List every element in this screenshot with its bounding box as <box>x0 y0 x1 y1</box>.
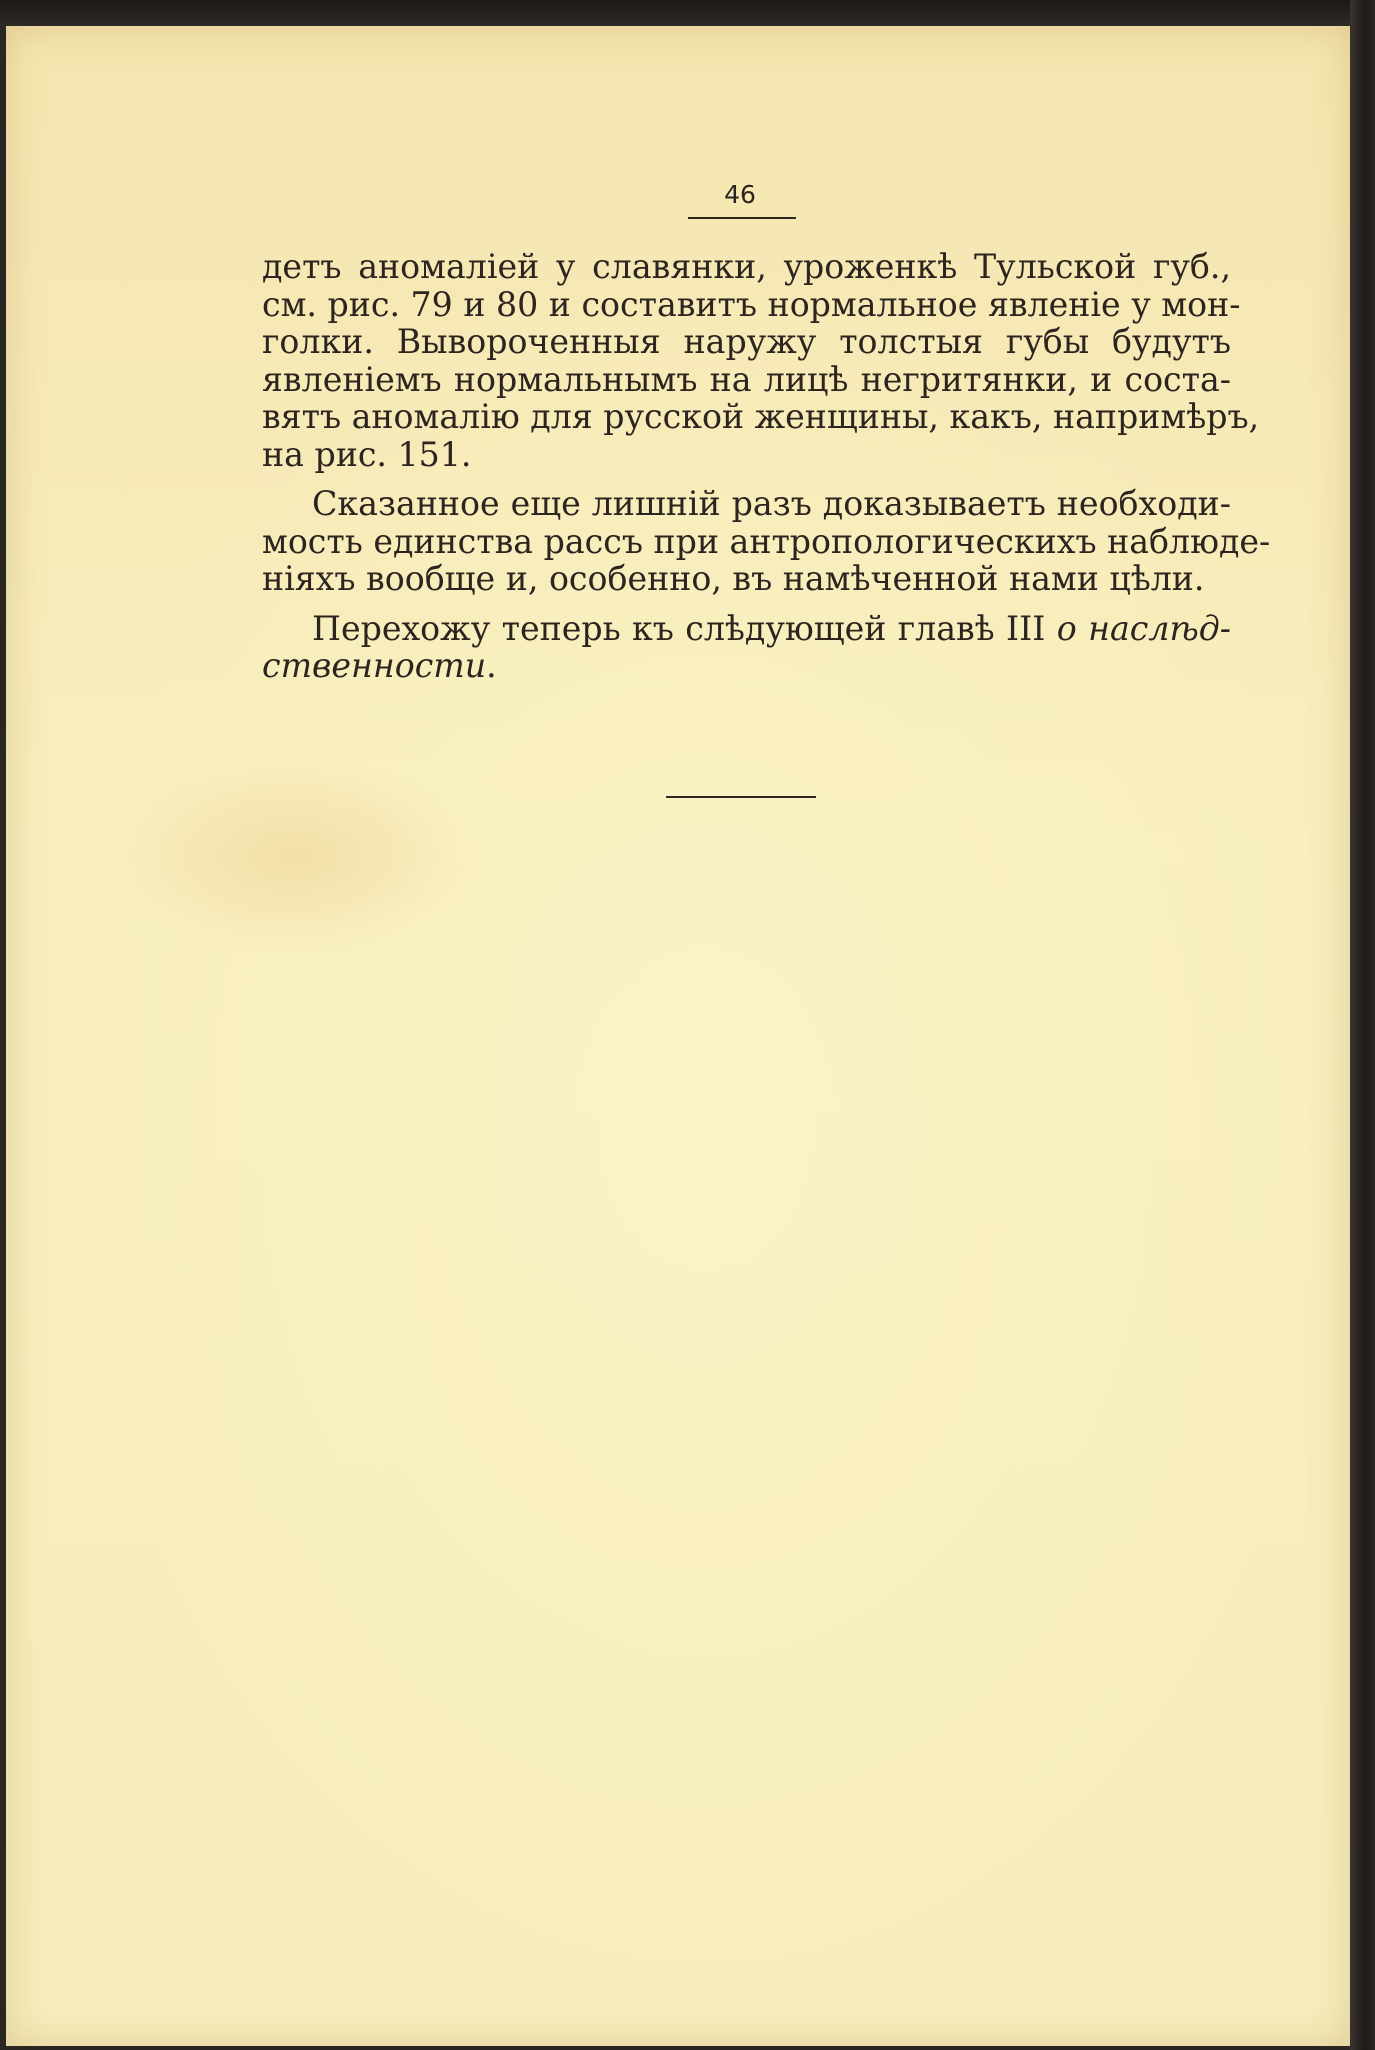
text-line <box>262 610 1231 648</box>
italic-text-run: о наслѣд- <box>1056 608 1231 648</box>
paragraph-1 <box>262 247 1260 474</box>
text-line: голки. Вывороченныя наружу толстыя губы будутъ <box>262 322 1231 361</box>
text-line: см. рис. 79 и 80 и составитъ нормальное явленіе у мон- <box>262 284 1241 324</box>
text-run: Перехожу теперь къ слѣдующей главѣ III <box>312 608 1057 648</box>
scan-right-edge <box>1350 0 1375 2050</box>
italic-text-run: ственности <box>262 646 487 685</box>
text-line: мость единства рассъ при антропологическихъ наблюде- <box>262 521 1271 561</box>
chapter-end-rule <box>666 796 816 798</box>
text-line <box>262 647 1231 685</box>
text-line: ніяхъ вообще и, особенно, въ намѣченной нами цѣли. <box>262 559 1205 598</box>
text-line: вятъ аномалію для русской женщины, какъ, напримѣръ, <box>262 397 1260 436</box>
page-number-rule <box>688 217 796 219</box>
page-number: 46 <box>724 180 756 209</box>
text-line: явленіемъ нормальнымъ на лицѣ негритянки, и соста- <box>262 359 1231 399</box>
text-line: детъ аномаліей у славянки, уроженкѣ Тульской губ., <box>262 247 1231 286</box>
body-text <box>262 247 1271 685</box>
text-line: Сказанное еще лишній разъ доказываетъ необходи- <box>312 484 1231 523</box>
paragraph-2 <box>262 484 1271 598</box>
scan-top-edge <box>0 0 1375 26</box>
paragraph-3 <box>262 610 1231 685</box>
text-run: . <box>486 646 497 685</box>
text-line: на рис. 151. <box>262 434 472 474</box>
